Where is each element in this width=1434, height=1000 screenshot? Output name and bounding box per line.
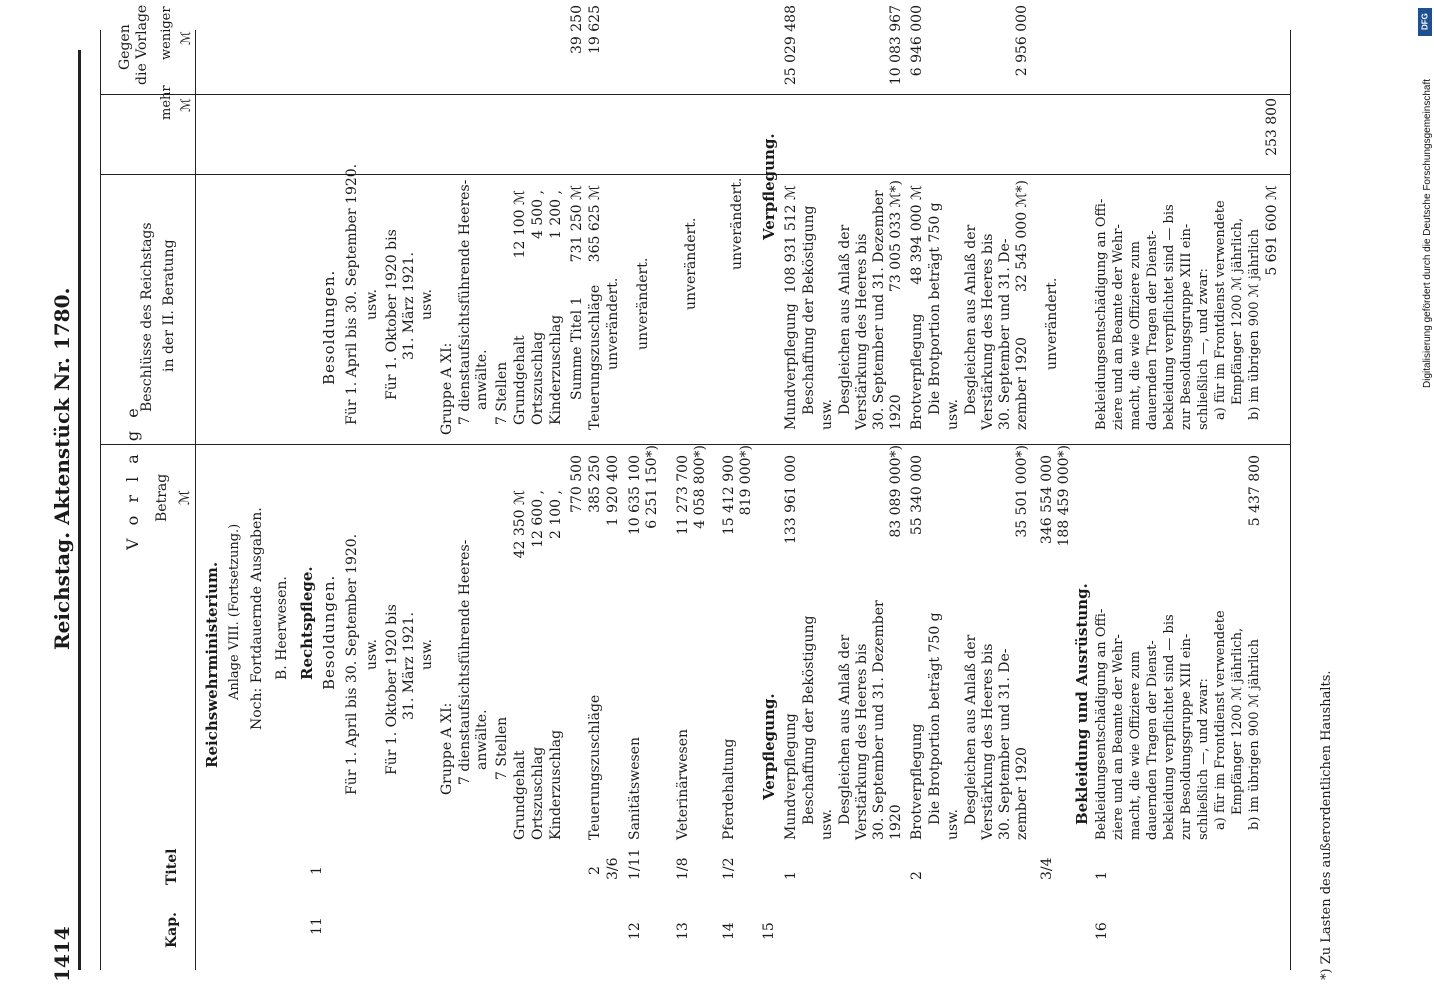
col-titel-header: Titel	[164, 848, 180, 885]
besch-desgl-2: Verstärkung des Heeres bis	[854, 233, 870, 430]
besch-gruppe-desc-2: anwälte.	[474, 349, 490, 410]
verpflegung-heading: Verpflegung.	[760, 693, 778, 800]
besch-bek-b: b) im übrigen 900 ℳ jährlich	[1247, 228, 1262, 420]
besch-ortszuschlag-value: 4 500 ,	[530, 190, 546, 239]
besch-gruppe: Gruppe A XI:	[439, 342, 455, 435]
besch-usw3: usw.	[819, 399, 835, 430]
besch-unv1: unverändert.	[605, 277, 621, 370]
besch-bek-1: Bekleidungsentschädigung an Offi-	[1094, 198, 1109, 430]
besch-usw: usw.	[364, 289, 380, 320]
besch-bek-2: ziere und an Beamte der Wehr-	[1111, 224, 1126, 430]
bek-7: schließlich —, und zwar:	[1196, 678, 1211, 840]
titel-2: 2	[587, 866, 603, 875]
pferde-label: Pferdehaltung	[721, 738, 737, 840]
col-gegen-header-1: Gegen	[117, 24, 133, 70]
betrag-v12: 55 340 000	[909, 455, 925, 536]
bekleidung-heading: Bekleidung und Ausrüstung.	[1073, 583, 1091, 825]
besch-desgl-3: 30. September und 31. Dezember	[871, 190, 887, 430]
brot-1: Brotverpflegung	[909, 723, 925, 840]
betrag-v3: 1 920 400	[605, 455, 621, 527]
betrag-v14: 346 554 000	[1039, 455, 1055, 545]
bek-a: a) für im Frontdienst verwendete	[1213, 610, 1228, 830]
gruppe-label: Gruppe A XI:	[439, 702, 455, 795]
ortszuschlag-value: 12 600 ,	[530, 490, 546, 548]
col-weniger-unit: ℳ	[179, 31, 194, 45]
besch-brotdesgl-3: 30. September und 31. De-	[997, 238, 1013, 430]
besch-teuerung-value: 365 625 ℳ	[587, 185, 603, 263]
betrag-v2: 385 250	[587, 455, 603, 513]
kap-13: 13	[675, 922, 691, 940]
gruppe-desc-1: 7 dienstaufsichtsführende Heeres-	[457, 539, 473, 785]
period2-usw: usw.	[419, 639, 435, 670]
ministry-heading: Reichswehrministerium.	[203, 561, 221, 768]
separator-mehr	[100, 94, 1290, 95]
separator-beschluesse	[100, 174, 1290, 175]
desgl-2: Verstärkung des Heeres bis	[854, 643, 870, 840]
weniger-2: 19 625	[587, 5, 603, 54]
dfg-logo: DFG	[1418, 8, 1432, 36]
header-bottom-rule	[195, 30, 196, 970]
brotdesgl-1: Desgleichen aus Anlaß der	[963, 634, 979, 825]
besch-teuerung: Teuerungszuschläge	[587, 284, 603, 430]
side-note: Digitalisierung gefördert durch die Deutsche Forschungsgemeinschaft	[1422, 78, 1433, 388]
table-top-rule	[100, 30, 101, 970]
weniger-4: 10 083 967	[888, 5, 904, 86]
besch-desgl-1: Desgleichen aus Anlaß der	[837, 224, 853, 415]
besch-besoldungen: Besoldungen.	[320, 269, 338, 385]
besch-grundgehalt-value: 12 100 ℳ	[512, 190, 528, 259]
mundverpflegung-usw: usw.	[819, 809, 835, 840]
titel-16-1: 1	[1094, 871, 1110, 880]
besch-stellen: 7 Stellen	[494, 361, 510, 425]
col-weniger-header: weniger	[159, 6, 174, 60]
besch-period2b: 31. März 1921.	[401, 252, 417, 360]
besch-bek-a2: Empfänger 1200 ℳ jährlich,	[1230, 217, 1245, 405]
page-number: 1414	[50, 926, 74, 982]
besch-period1: Für 1. April bis 30. September 1920.	[344, 163, 360, 425]
besch-brot-1-value: 48 394 000 ℳ	[909, 185, 925, 285]
besch-summe-label: Summe Titel 1	[569, 296, 585, 400]
besch-kinderzuschlag-value: 1 200 ,	[548, 190, 564, 239]
header-rule	[78, 50, 81, 970]
bek-1: Bekleidungsentschädigung an Offi-	[1094, 608, 1109, 840]
betrag-v13: 35 501 000*)	[1014, 445, 1030, 538]
mundverpflegung-2: Beschaffung der Beköstigung	[801, 615, 817, 825]
besch-usw4: usw.	[945, 399, 961, 430]
besch-mund-2: Beschaffung der Beköstigung	[801, 205, 817, 415]
besch-kinderzuschlag: Kinderzuschlag	[548, 314, 564, 425]
bek-4: dauernden Tragen der Dienst-	[1145, 640, 1160, 840]
betrag-v9: 819 000*)	[738, 445, 754, 516]
besch-unv5: unverändert.	[1044, 277, 1060, 370]
besch-gruppe-desc-1: 7 dienstaufsichtsführende Heeres-	[457, 179, 473, 425]
teuerung-label: Teuerungszuschläge	[587, 694, 603, 840]
besch-bek-6: zur Besoldungsgruppe XIII ein-	[1179, 223, 1194, 430]
rechtspflege-heading: Rechtspflege.	[298, 566, 316, 680]
period1: Für 1. April bis 30. September 1920.	[344, 533, 360, 795]
betrag-v6: 11 273 700	[675, 455, 691, 536]
besch-unv3: unverändert.	[683, 217, 699, 310]
col-beschluesse-header-1: Beschlüsse des Reichstags	[139, 222, 155, 412]
betrag-v16: 5 437 800	[1247, 455, 1263, 527]
besch-mund-1-value: 108 931 512 ℳ	[783, 185, 799, 294]
kinderzuschlag-value: 2 100 ,	[548, 490, 564, 539]
kap-11: 11	[309, 917, 325, 935]
grundgehalt-label: Grundgehalt	[512, 750, 528, 840]
betrag-v15: 188 459 000*)	[1056, 445, 1072, 547]
col-betrag-header: Betrag	[154, 473, 170, 522]
besch-ortszuschlag: Ortszuschlag	[530, 331, 546, 425]
kinderzuschlag-label: Kinderzuschlag	[548, 729, 564, 840]
col-betrag-unit: ℳ	[177, 490, 193, 505]
betrag-v4: 10 635 100	[627, 455, 643, 536]
besch-unv4: unverändert.	[729, 177, 745, 270]
sanitaet-label: Sanitätswesen	[627, 737, 643, 840]
brot-usw: usw.	[945, 809, 961, 840]
bek-3: macht, die wie Offiziere zum	[1128, 651, 1143, 840]
besch-brotdesgl-2: Verstärkung des Heeres bis	[980, 233, 996, 430]
besch-unv2: unverändert.	[635, 257, 651, 350]
betrag-v10: 133 961 000	[783, 455, 799, 545]
besch-desgl-4-value: 73 005 033 ℳ*)	[888, 180, 904, 293]
col-gegen-header-2: die Vorlage	[134, 4, 150, 85]
besch-bek-7: schließlich —, und zwar:	[1196, 268, 1211, 430]
footnote: *) Zu Lasten des außerordentlichen Haushalts.	[1319, 670, 1334, 980]
besch-usw2: usw.	[419, 289, 435, 320]
kap-12: 12	[627, 922, 643, 940]
betrag-v7: 4 058 800*)	[692, 445, 708, 529]
betrag-v5: 6 251 150*)	[644, 445, 660, 529]
kap-14: 14	[721, 922, 737, 940]
bek-5: bekleidung verpflichtet sind — bis	[1162, 614, 1177, 840]
titel-1: 1	[309, 866, 325, 875]
page-title: Reichstag. Aktenstück Nr. 1780.	[50, 287, 74, 650]
kap-16: 16	[1094, 922, 1110, 940]
kap-15: 15	[761, 922, 777, 940]
table-bottom-rule	[1290, 30, 1291, 970]
col-mehr-header: mehr	[159, 85, 174, 120]
brotdesgl-4: zember 1920	[1014, 747, 1030, 840]
brotdesgl-3: 30. September und 31. De-	[997, 648, 1013, 840]
besch-verpflegung: Verpflegung.	[760, 133, 778, 240]
besch-mund-1: Mundverpflegung	[783, 303, 799, 430]
titel-3-4: 3/4	[1039, 857, 1055, 880]
side-note-strip	[1411, 8, 1433, 388]
bek-6: zur Besoldungsgruppe XIII ein-	[1179, 633, 1194, 840]
desgl-1: Desgleichen aus Anlaß der	[837, 634, 853, 825]
titel-15-1: 1	[783, 871, 799, 880]
titel-15-2: 2	[909, 871, 925, 880]
weniger-5: 6 946 000	[909, 5, 925, 77]
besoldungen-heading: Besoldungen.	[320, 574, 338, 690]
weniger-3: 25 029 488	[783, 5, 799, 86]
period1-usw: usw.	[364, 639, 380, 670]
besch-bek-b-value: 5 691 600 ℳ	[1264, 185, 1280, 276]
stellen-label: 7 Stellen	[494, 716, 510, 780]
bek-a2: Empfänger 1200 ℳ jährlich,	[1230, 627, 1245, 815]
desgl-3: 30. September und 31. Dezember	[871, 600, 887, 840]
besch-brot-2: Die Brotportion beträgt 750 g	[927, 202, 943, 415]
besch-bek-3: macht, die wie Offiziere zum	[1128, 241, 1143, 430]
col-beschluesse-header-2: in der II. Beratung	[161, 239, 177, 372]
besch-brotdesgl-4-value: 32 545 000 ℳ*)	[1014, 180, 1030, 293]
noch-label: Noch: Fortdauernde Ausgaben.	[249, 507, 265, 730]
betrag-v8: 15 412 900	[721, 455, 737, 536]
col-vorlage-header: V o r l a g e	[123, 404, 142, 550]
besch-period2a: Für 1. Oktober 1920 bis	[384, 229, 400, 400]
mehr-1: 253 800	[1264, 98, 1280, 156]
besch-brot-1: Brotverpflegung	[909, 313, 925, 430]
period2b: 31. März 1921.	[401, 612, 417, 720]
anlage-label: Anlage VIII. (Fortsetzung.)	[227, 523, 242, 700]
besch-desgl-4: 1920	[888, 394, 904, 430]
besch-bek-4: dauernden Tragen der Dienst-	[1145, 230, 1160, 430]
titel-3-6: 3/6	[605, 857, 621, 880]
bek-b: b) im übrigen 900 ℳ jährlich	[1247, 638, 1262, 830]
veterinaer-label: Veterinärwesen	[675, 728, 691, 840]
gruppe-desc-2: anwälte.	[474, 709, 490, 770]
desgl-4: 1920	[888, 804, 904, 840]
bek-2: ziere und an Beamte der Wehr-	[1111, 634, 1126, 840]
weniger-6: 2 956 000	[1014, 5, 1030, 77]
brotdesgl-2: Verstärkung des Heeres bis	[980, 643, 996, 840]
period2a: Für 1. Oktober 1920 bis	[384, 604, 400, 775]
grundgehalt-value: 42 350 ℳ	[512, 490, 528, 559]
besch-bek-5: bekleidung verpflichtet sind — bis	[1162, 204, 1177, 430]
titel-1-11: 1/11	[627, 848, 643, 880]
brot-2: Die Brotportion beträgt 750 g	[927, 612, 943, 825]
titel-1-2: 1/2	[721, 857, 737, 880]
besch-bek-a: a) für im Frontdienst verwendete	[1213, 200, 1228, 420]
besch-brotdesgl-1: Desgleichen aus Anlaß der	[963, 224, 979, 415]
weniger-1: 39 250	[569, 5, 585, 54]
besch-summe-value: 731 250 ℳ	[569, 185, 585, 263]
col-kap-header: Kap.	[164, 912, 180, 948]
betrag-v1: 770 500	[569, 455, 585, 513]
mundverpflegung-1: Mundverpflegung	[783, 713, 799, 840]
col-mehr-unit: ℳ	[179, 98, 194, 112]
besch-grundgehalt: Grundgehalt	[512, 335, 528, 425]
titel-1-8: 1/8	[675, 857, 691, 880]
besch-brotdesgl-4: zember 1920	[1014, 337, 1030, 430]
ortszuschlag-label: Ortszuschlag	[530, 746, 546, 840]
section-label: B. Heerwesen.	[274, 576, 290, 680]
betrag-v11: 83 089 000*)	[888, 445, 904, 538]
